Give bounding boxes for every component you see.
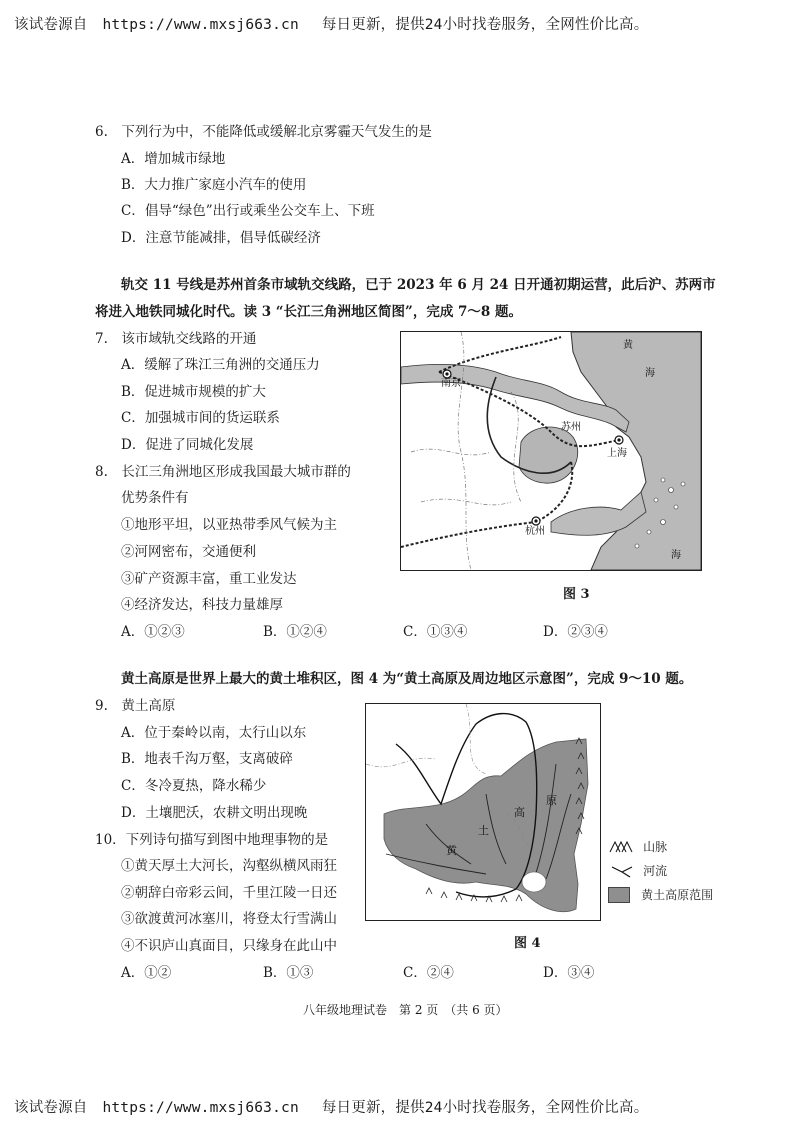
- q7-option-c: C．加强城市间的货运联系: [121, 410, 280, 426]
- map-label-sea-2: 海: [645, 368, 655, 379]
- intro-9-10: 黄土高原是世界上最大的黄土堆积区，图 4 为“黄土高原及周边地区示意图”，完成 9～10 题。: [121, 671, 693, 687]
- intro-7-8-line1: 轨交 11 号线是苏州首条市域轨交线路，已于 2023 年 6 月 24 日开通初期运营，此后沪、苏两市: [121, 277, 716, 293]
- q8-stem-line2: 优势条件有: [121, 490, 189, 506]
- q8-item-2: ②河网密布，交通便利: [121, 544, 256, 560]
- q7-option-b: B．促进城市规模的扩大: [121, 384, 266, 400]
- top-banner: [14, 13, 648, 34]
- banner-slogan-bottom: 每日更新，提供24小时找卷服务，全网性价比高。: [321, 1100, 649, 1116]
- q10-choice-b: B．①③: [263, 965, 314, 981]
- legend-river-label: 河流: [643, 864, 668, 878]
- bottom-banner: [14, 1096, 648, 1117]
- banner-slogan: 每日更新，提供24小时找卷服务，全网性价比高。: [321, 17, 649, 33]
- legend-plateau: [608, 884, 713, 903]
- banner-source-label: 该试卷源自: [14, 17, 88, 33]
- q7-stem: 7. 该市域轨交线路的开通: [95, 331, 257, 347]
- map-label-huang: 黄: [446, 844, 457, 857]
- q6-option-c: C．倡导“绿色”出行或乘坐公交车上、下班: [121, 203, 375, 219]
- q7-option-a: A．缓解了珠江三角洲的交通压力: [121, 357, 320, 373]
- banner-source-label-bottom: 该试卷源自: [14, 1100, 88, 1116]
- q6-option-b: B．大力推广家庭小汽车的使用: [121, 177, 307, 193]
- river-legend-icon: [608, 864, 638, 878]
- q6-stem: 6. 下列行为中，不能降低或缓解北京雾霾天气发生的是: [95, 124, 432, 140]
- q8-item-4: ④经济发达，科技力量雄厚: [121, 597, 283, 613]
- page-footer: 八年级地理试卷 第 2 页 （共 6 页）: [303, 1003, 508, 1017]
- map-label-sea-1: 黄: [623, 340, 633, 351]
- q6-option-a: A．增加城市绿地: [121, 151, 226, 167]
- legend-mountain: [608, 836, 667, 855]
- q9-option-b: B．地表千沟万壑，支离破碎: [121, 751, 293, 767]
- q10-item-1: ①黄天厚土大河长，沟壑纵横风雨狂: [121, 858, 337, 874]
- q8-choice-a: A．①②③: [121, 624, 185, 640]
- q8-stem-line1: 8. 长江三角洲地区形成我国最大城市群的: [95, 464, 351, 480]
- q8-item-1: ①地形平坦，以亚热带季风气候为主: [121, 517, 337, 533]
- q8-choice-b: B．①②④: [263, 624, 327, 640]
- q8-choice-c: C．①③④: [403, 624, 468, 640]
- city-marker-hangzhou: [532, 517, 540, 525]
- map-label-suzhou: 苏州: [561, 422, 581, 433]
- figure-4-caption: 图 4: [514, 936, 541, 951]
- q10-item-4: ④不识庐山真面目，只缘身在此山中: [121, 938, 337, 954]
- q10-choice-d: D．③④: [543, 965, 595, 981]
- banner-url[interactable]: https://www.mxsj663.cn: [102, 17, 299, 33]
- map-label-tu: 土: [478, 824, 489, 837]
- figure-3-caption: 图 3: [563, 587, 590, 602]
- legend-river: [608, 860, 667, 879]
- city-marker-nanjing: [443, 370, 451, 378]
- legend-plateau-label: 黄土高原范围: [641, 888, 714, 902]
- q9-option-c: C．冬冷夏热，降水稀少: [121, 778, 267, 794]
- map-label-gao: 高: [514, 806, 525, 819]
- loess-plateau-map: [366, 704, 600, 920]
- city-marker-shanghai: [615, 436, 623, 444]
- map-label-shanghai: 上海: [607, 448, 627, 459]
- map-label-nanjing: 南京: [441, 378, 461, 389]
- q6-option-d: D．注意节能减排，倡导低碳经济: [121, 230, 321, 246]
- q9-option-a: A．位于秦岭以南，太行山以东: [121, 725, 307, 741]
- map-label-sea-3: 海: [671, 550, 681, 561]
- q8-item-3: ③矿产资源丰富，重工业发达: [121, 571, 297, 587]
- q9-option-d: D．土壤肥沃，农耕文明出现晚: [121, 805, 308, 821]
- mountain-legend-icon: [608, 840, 638, 854]
- map-label-hangzhou: 杭州: [525, 526, 545, 537]
- yangtze-delta-map: [401, 332, 701, 570]
- q8-choice-d: D．②③④: [543, 624, 608, 640]
- q9-stem: 9. 黄土高原: [95, 698, 176, 714]
- q10-choice-a: A．①②: [121, 965, 172, 981]
- figure-3-map: [400, 331, 702, 571]
- q10-item-3: ③欲渡黄河冰塞川，将登太行雪满山: [121, 911, 337, 927]
- legend-mountain-label: 山脉: [643, 840, 668, 854]
- figure-4-map: [365, 703, 601, 921]
- q7-option-d: D．促进了同城化发展: [121, 437, 254, 453]
- q10-choice-c: C．②④: [403, 965, 454, 981]
- intro-7-8-line2: 将进入地铁同城化时代。读 3 “长江三角洲地区简图”，完成 7～8 题。: [95, 304, 523, 320]
- q10-stem: 10．下列诗句描写到图中地理事物的是: [95, 832, 329, 848]
- banner-url-bottom[interactable]: https://www.mxsj663.cn: [102, 1100, 299, 1116]
- plateau-legend-swatch: [608, 887, 630, 903]
- map-label-yuan: 原: [546, 794, 557, 807]
- q10-item-2: ②朝辞白帝彩云间，千里江陵一日还: [121, 885, 337, 901]
